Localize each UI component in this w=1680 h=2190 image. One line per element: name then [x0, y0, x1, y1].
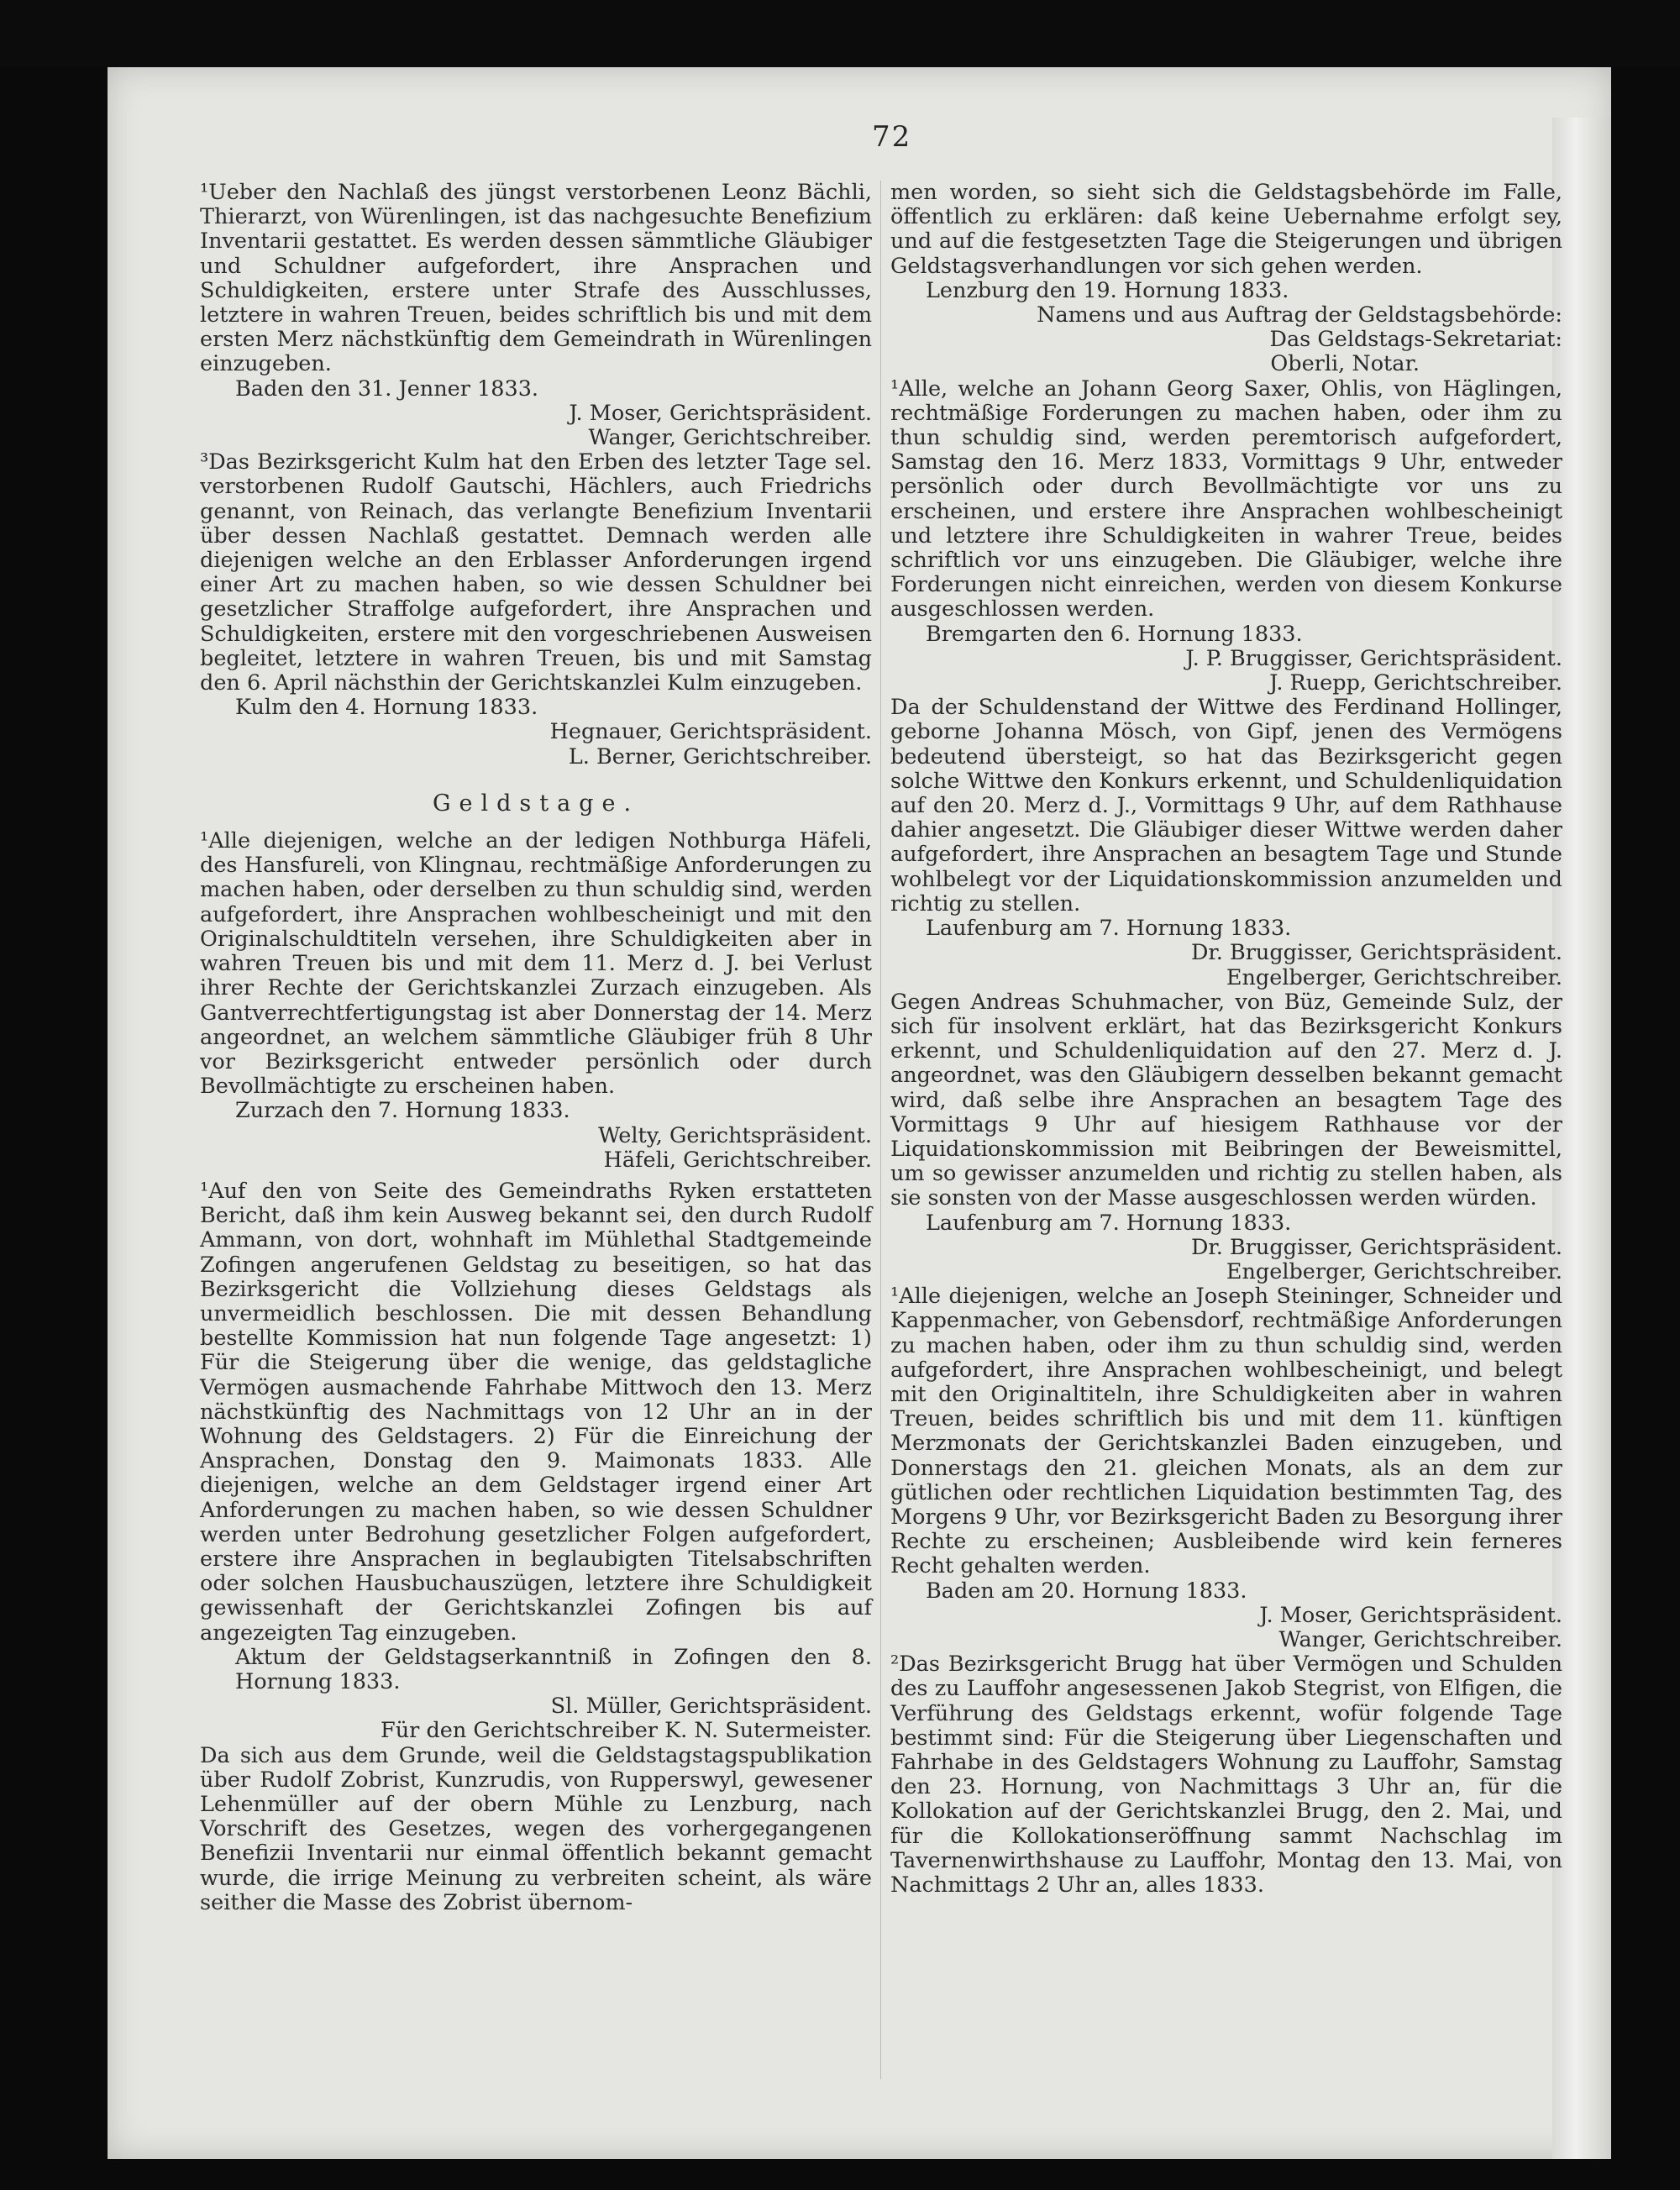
- notice-signature: Das Geldstags-Sekretariat:: [1269, 327, 1562, 353]
- notice-signature: Welty, Gerichtspräsident.: [598, 1122, 872, 1148]
- notice-signature: Dr. Bruggisser, Gerichtspräsident.: [1190, 1234, 1562, 1260]
- column-rule: [880, 181, 881, 2079]
- notice-date: Lenzburg den 19. Hornung 1833.: [926, 277, 1289, 303]
- notice-baechli: [200, 181, 872, 450]
- notice-haefeli: [200, 829, 872, 1173]
- section-heading: Geldstage.: [432, 790, 640, 817]
- notice-text: ¹Alle diejenigen, welche an Joseph Steininger, Schneider und Kappenmacher, von Gebensdorf, rechtmäßige Anforderungen zu machen haben, oder ihm zu thun schuldig sind, werden aufgefordert, ihre Ansprachen wohlbescheinigt, und belegt mit den Originaltiteln, ihre Schuldigkeiten aber in wahren Treuen, beides schriftlich bis und mit dem 11. künftigen Merzmonats der Gerichtskanzlei Baden einzugeben, und Donnerstags den 21. gleichen Monats, als an dem zur gütlichen oder rechtlichen Liquidation bestimmten Tag, des Morgens 9 Uhr, vor Bezirksgericht Baden zu Besorgung ihrer Rechte zu erscheinen; Ausbleibende wird kein ferneres Recht gehalten werden.: [890, 1284, 1562, 1579]
- newspaper-page: [108, 67, 1611, 2159]
- notice-signature: Engelberger, Gerichtschreiber.: [1226, 964, 1562, 990]
- notice-signature: J. P. Bruggisser, Gerichtspräsident.: [1185, 645, 1562, 671]
- notice-text: ¹Alle, welche an Johann Georg Saxer, Ohlis, von Häglingen, rechtmäßige Forderungen zu machen haben, oder ihm zu thun schuldig sind, werden peremtorisch aufgefordert, Samstag den 16. Merz 1833, Vormittags 9 Uhr, entweder persönlich oder durch Bevollmächtigte vor uns zu erscheinen, und erstere ihre Ansprachen wohlbescheinigt und letztere ihre Schuldigkeiten in wahrer Treue, beides schriftlich vor uns einzugeben. Die Gläubiger, welche ihre Forderungen nicht einreichen, werden von diesem Konkurse ausgeschlossen werden.: [890, 376, 1562, 622]
- notice-signature: Häfeli, Gerichtschreiber.: [603, 1147, 872, 1173]
- notice-zobrist: [200, 1744, 872, 1915]
- notice-text: ¹Auf den von Seite des Gemeindraths Ryken erstatteten Bericht, daß ihm kein Ausweg bekannt sei, den durch Rudolf Ammann, von dort, wohnhaft im Mühlethal Stadtgemeinde Zofingen angerufenen Geldstag zu beseitigen, so hat das Bezirksgericht die Vollziehung dieses Geldstags als unvermeidlich beschlossen. Die mit dessen Behandlung bestellte Kommission hat nun folgende Tage angesetzt: 1) Für die Steigerung über die wenige, das geldstagliche Vermögen ausmachende Fahrhabe Mittwoch den 13. Merz nächstkünftig des Nachmittags von 12 Uhr an in der Wohnung des Geldstagers. 2) Für die Einreichung der Ansprachen, Donstag den 9. Maimonats 1833. Alle diejenigen, welche an dem Geldstager irgend einer Art Anforderungen zu machen haben, so wie dessen Schuldner werden unter Bedrohung gesetzlicher Folgen aufgefordert, erstere ihre Ansprachen in beglaubigten Titelsabschriften oder solchen Hausbuchauszügen, letztere ihre Schuldigkeit gewissenhaft der Gerichtskanzlei Zofingen bis auf angezeigten Tag einzugeben.: [200, 1178, 872, 1646]
- notice-signature: Engelberger, Gerichtschreiber.: [1226, 1258, 1562, 1284]
- notice-signature: J. Moser, Gerichtspräsident.: [1259, 1602, 1562, 1628]
- notice-text: Da der Schuldenstand der Wittwe des Ferdinand Hollinger, geborne Johanna Mösch, von Gipf, jenen des Vermögens bedeutend übersteigt, so hat das Bezirksgericht gegen solche Wittwe den Konkurs erkennt, und Schuldenliquidation auf den 20. Merz d. J., Vormittags 9 Uhr, auf dem Rathhause dahier angesetzt. Die Gläubiger dieser Wittwe werden daher aufgefordert, ihre Ansprachen an besagtem Tage und Stunde wohlbelegt vor der Liquidationskommission anzumelden und richtig zu stellen.: [890, 695, 1562, 916]
- notice-gautschi: [200, 450, 872, 769]
- notice-signature: Für den Gerichtschreiber K. N. Sutermeister.: [381, 1718, 872, 1744]
- notice-steininger: [890, 1284, 1562, 1652]
- notice-signature: Sl. Müller, Gerichtspräsident.: [550, 1694, 872, 1720]
- notice-date: Aktum der Geldstagserkanntniß in Zofingen den 8. Hornung 1833.: [235, 1644, 872, 1694]
- notice-text: ³Das Bezirksgericht Kulm hat den Erben des letzter Tage sel. verstorbenen Rudolf Gautschi, Hächlers, auch Friedrichs genannt, von Reinach, das verlangte Benefizium Inventarii über dessen Nachlaß gestattet. Demnach werden alle diejenigen welche an den Erblasser Anforderungen irgend einer Art zu machen haben, so wie dessen Schuldner bei gesetzlicher Straffolge aufgefordert, ihre Ansprachen und Schuldigkeiten, erstere mit den vorgeschriebenen Ausweisen begleitet, letztere in wahren Treuen, bis und mit Samstag den 6. April nächsthin der Gerichtskanzlei Kulm einzugeben.: [200, 449, 872, 696]
- notice-date: Baden den 31. Jenner 1833.: [235, 376, 539, 402]
- notice-signature: Wanger, Gerichtschreiber.: [588, 425, 872, 451]
- notice-zobrist-continued: [890, 181, 1562, 377]
- notice-date: Kulm den 4. Hornung 1833.: [235, 695, 538, 721]
- notice-text: Da sich aus dem Grunde, weil die Geldstagstagspublikation über Rudolf Zobrist, Kunzrudis, von Rupperswyl, gewesener Lehenmüller auf der obern Mühle zu Lenzburg, nach Vorschrift des Gesetzes, wegen des vorhergegangenen Benefizii Inventarii nur einmal öffentlich bekannt gemacht wurde, die irrige Meinung zu verbreiten scheint, als wäre seither die Masse des Zobrist übernom-: [200, 1742, 872, 1915]
- notice-signature: Dr. Bruggisser, Gerichtspräsident.: [1190, 940, 1562, 966]
- notice-signature: Wanger, Gerichtschreiber.: [1278, 1626, 1562, 1652]
- notice-date: Laufenburg am 7. Hornung 1833.: [926, 1210, 1292, 1236]
- right-column: [890, 181, 1562, 1898]
- left-column: [200, 181, 872, 1915]
- notice-hollinger: [890, 696, 1562, 990]
- notice-signature: Namens und aus Auftrag der Geldstagsbehörde:: [1037, 302, 1562, 328]
- notice-stegrist: [890, 1652, 1562, 1898]
- scan-border: [0, 0, 1680, 67]
- notice-text: ²Das Bezirksgericht Brugg hat über Vermögen und Schulden des zu Lauffohr angesessenen Jakob Stegrist, von Elfigen, die Verführung des Geldstags erkennt, wofür folgende Tage bestimmt sind: Für die Steigerung über Liegenschaften und Fahrhabe in des Geldstagers Wohnung zu Lauffohr, Samstag den 23. Hornung, von Nachmittags 3 Uhr an, für die Kollokation auf der Gerichtskanzlei Brugg, den 2. Mai, und für die Kollokationseröffnung sammt Nachschlag im Tavernenwirthshause zu Lauffohr, Montag den 13. Mai, von Nachmittags 2 Uhr an, alles 1833.: [890, 1652, 1562, 1899]
- notice-signature: L. Berner, Gerichtschreiber.: [568, 743, 872, 769]
- notice-saxer: [890, 377, 1562, 696]
- notice-ammann: [200, 1179, 872, 1744]
- notice-date: Baden am 20. Hornung 1833.: [926, 1578, 1247, 1604]
- notice-signature: J. Moser, Gerichtspräsident.: [569, 400, 872, 426]
- notice-text: Gegen Andreas Schuhmacher, von Büz, Gemeinde Sulz, der sich für insolvent erklärt, hat das Bezirksgericht Konkurs erkennt, und Schuldenliquidation auf den 27. Merz d. J. angeordnet, was den Gläubigern desselben bekannt gemacht wird, daß selbe ihre Ansprachen an besagtem Tage des Vormittags 9 Uhr auf hiesigem Rathhause vor der Liquidationskommission mit Beibringen der Beweismittel, um so gewisser anzumelden und richtig zu stellen haben, als sie sonsten von der Masse ausgeschlossen werden würden.: [890, 989, 1562, 1211]
- notice-date: Zurzach den 7. Hornung 1833.: [235, 1098, 570, 1124]
- notice-text: ¹Ueber den Nachlaß des jüngst verstorbenen Leonz Bächli, Thierarzt, von Würenlingen, ist das nachgesuchte Benefizium Inventarii gestattet. Es werden dessen sämmtliche Gläubiger und Schuldner aufgefordert, ihre Ansprachen und Schuldigkeiten, erstere unter Strafe des Ausschlusses, letztere in wahren Treuen, beides schriftlich bis und mit dem ersten Merz nächstkünftig dem Gemeindrath in Würenlingen einzugeben.: [200, 180, 872, 377]
- notice-signature: J. Ruepp, Gerichtschreiber.: [1269, 670, 1562, 696]
- page-number: 72: [872, 120, 912, 154]
- notice-signature: Oberli, Notar.: [1270, 351, 1420, 377]
- notice-date: Laufenburg am 7. Hornung 1833.: [926, 916, 1292, 942]
- notice-date: Bremgarten den 6. Hornung 1833.: [926, 621, 1303, 647]
- notice-text: men worden, so sieht sich die Geldstagsbehörde im Falle, öffentlich zu erklären: daß keine Uebernahme erfolgt sey, und auf die festgesetzten Tage die Steigerungen und übrigen Geldstagsverhandlungen vor sich gehen werden.: [890, 180, 1562, 279]
- notice-signature: Hegnauer, Gerichtspräsident.: [549, 719, 872, 745]
- notice-text: ¹Alle diejenigen, welche an der ledigen Nothburga Häfeli, des Hansfureli, von Klingnau, rechtmäßige Anforderungen zu machen haben, oder derselben zu thun schuldig sind, werden aufgefordert, ihre Ansprachen wohlbescheinigt und mit den Originalschuldtiteln versehen, ihre Schuldigkeiten aber in wahren Treuen bis und mit dem 11. Merz d. J. bei Verlust ihrer Rechte der Gerichtskanzlei Zurzach einzugeben. Als Gantverrechtfertigungstag ist aber Donnerstag der 14. Merz angeordnet, an welchem sämmtliche Gläubiger früh 8 Uhr vor Bezirksgericht entweder persönlich oder durch Bevollmächtigte zu erscheinen haben.: [200, 828, 872, 1100]
- notice-schuhmacher: [890, 990, 1562, 1284]
